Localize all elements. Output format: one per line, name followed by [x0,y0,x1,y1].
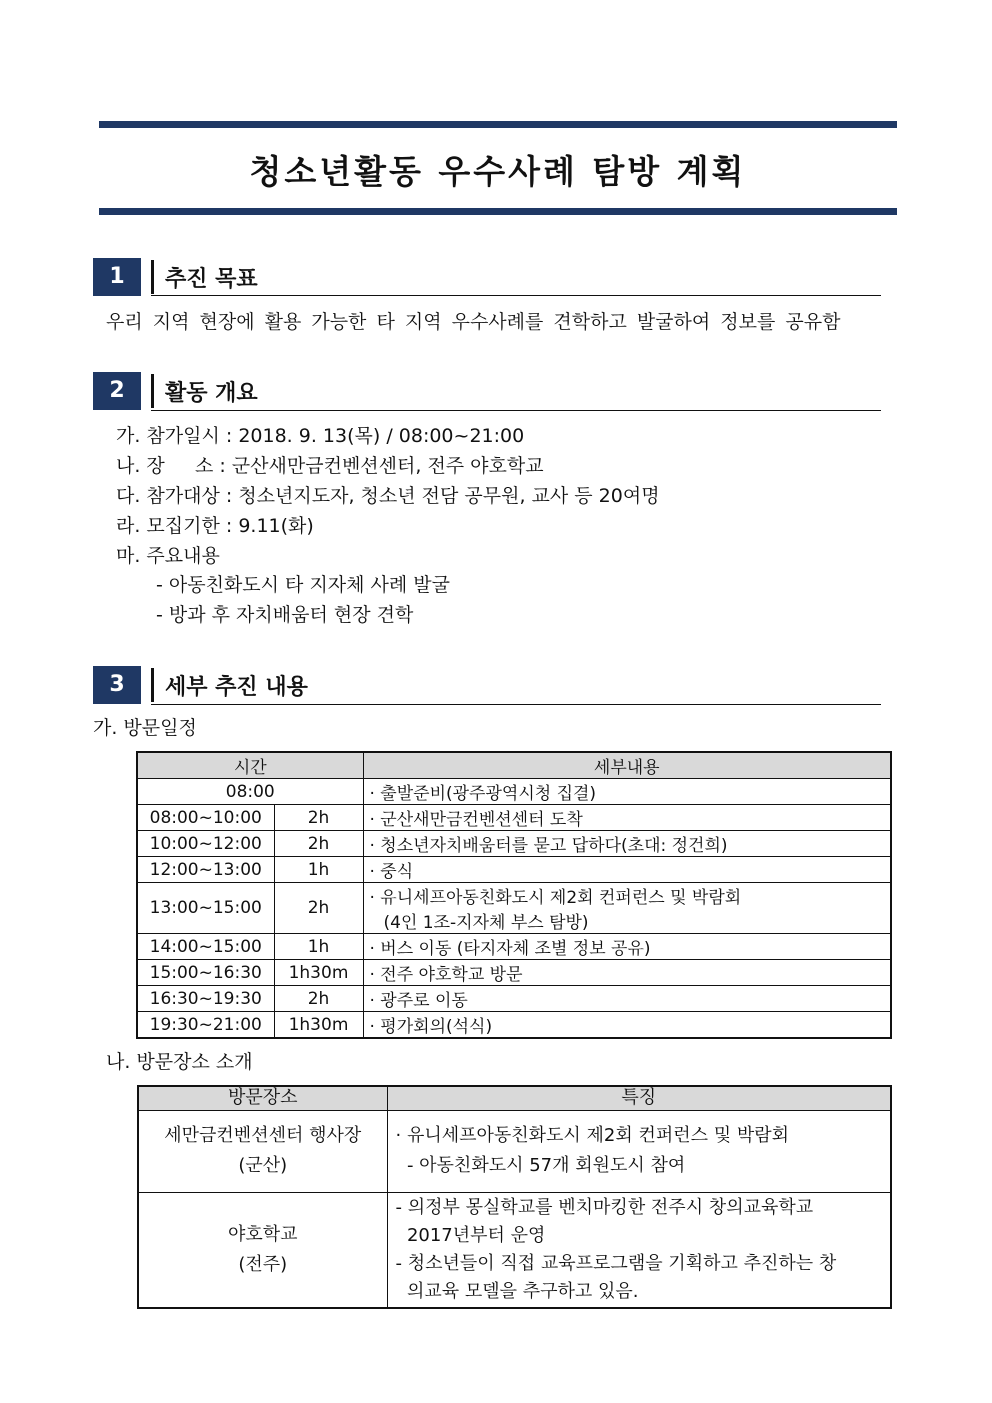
detail-line: · 유니세프아동친화도시 제2회 컨퍼런스 및 박람회 [369,888,742,908]
table-row [138,1110,891,1192]
section-2-title: 활동 개요 [165,381,258,406]
duration-cell: 1h30m [274,1012,363,1039]
feature-line: - 아동친화도시 57개 회원도시 참여 [395,1155,686,1176]
section-1-number: 1 [93,258,141,296]
schedule-heading: 가. 방문일정 [93,717,197,739]
section-3-bar [151,668,154,702]
goal-text: 우리 지역 현장에 활용 가능한 타 지역 우수사례를 견학하고 발굴하여 정보를 공유함 [106,311,841,333]
detail-cell: · 광주로 이동 [363,986,891,1012]
overview-item: 가. 참가일시 : 2018. 9. 13(목) / 08:00~21:00 [116,425,525,447]
table-row [137,960,891,986]
feature-line: - 청소년들이 직접 교육프로그램을 기획하고 추진하는 창 [395,1252,837,1274]
time-cell: 08:00~10:00 [137,805,274,831]
detail-line: (4인 1조-지자체 부스 탐방) [383,913,589,933]
section-3-title: 세부 추진 내용 [165,675,308,700]
place-name: 세만금컨벤션센터 행사장 [164,1125,362,1146]
title-bottom-rule [99,208,897,215]
detail-cell: · 출발준비(광주광역시청 집결) [363,779,891,805]
detail-cell [363,883,891,934]
feature-line: 2017년부터 운영 [395,1224,546,1246]
feature-line: · 유니세프아동친화도시 제2회 컨퍼런스 및 박람회 [395,1125,790,1146]
table-header-row [138,1086,891,1110]
table-row [137,934,891,960]
table-row [137,805,891,831]
time-cell: 14:00~15:00 [137,934,274,960]
place-cell [138,1192,387,1308]
table-row [138,1192,891,1308]
time-cell: 16:30~19:30 [137,986,274,1012]
section-2-bar [151,374,154,408]
table-row [137,1012,891,1039]
place-cell [138,1110,387,1192]
duration-cell: 1h [274,857,363,883]
table-row [137,831,891,857]
duration-cell: 1h [274,934,363,960]
time-cell: 10:00~12:00 [137,831,274,857]
duration-cell: 2h [274,986,363,1012]
place-name: 야호학교 [227,1223,298,1245]
places-table [137,1085,892,1309]
place-region: (전주) [238,1253,288,1275]
overview-item: 나. 장 소 : 군산새만금컨벤션센터, 전주 야호학교 [116,455,544,477]
place-region: (군산) [238,1155,288,1176]
overview-item: 라. 모집기한 : 9.11(화) [116,515,314,537]
detail-cell: · 군산새만금컨벤션센터 도착 [363,805,891,831]
detail-header: 세부내용 [363,752,891,779]
table-row [137,986,891,1012]
table-header-row [137,752,891,779]
detail-cell: · 평가회의(석식) [363,1012,891,1039]
detail-cell: · 중식 [363,857,891,883]
overview-item: 다. 참가대상 : 청소년지도자, 청소년 전담 공무원, 교사 등 20여명 [116,485,660,507]
time-cell: 12:00~13:00 [137,857,274,883]
feature-line: - 의정부 몽실학교를 벤치마킹한 전주시 창의교육학교 [395,1196,814,1218]
table-row [137,779,891,805]
feature-header: 특징 [387,1086,891,1110]
time-cell: 13:00~15:00 [137,883,274,934]
duration-cell: 1h30m [274,960,363,986]
time-cell: 08:00 [137,779,363,805]
page-title: 청소년활동 우수사례 탐방 계획 [249,152,747,191]
main-content-item: - 아동친화도시 타 지자체 사례 발굴 [156,574,451,596]
time-cell: 15:00~16:30 [137,960,274,986]
main-content-item: - 방과 후 자치배움터 현장 견학 [156,604,414,626]
feature-line: 의교육 모델을 추구하고 있음. [395,1280,639,1302]
title-top-rule [99,121,897,128]
section-2-number: 2 [93,372,141,410]
section-3-number: 3 [93,666,141,704]
schedule-table [136,751,892,1039]
detail-cell: · 전주 야호학교 방문 [363,960,891,986]
detail-cell: · 버스 이동 (타지자체 조별 정보 공유) [363,934,891,960]
overview-item: 마. 주요내용 [116,545,220,567]
section-1-underline [151,295,881,296]
duration-cell: 2h [274,805,363,831]
time-cell: 19:30~21:00 [137,1012,274,1039]
feature-cell [387,1110,891,1192]
section-1-title: 추진 목표 [165,267,258,292]
duration-cell: 2h [274,831,363,857]
detail-cell: · 청소년자치배움터를 묻고 답하다(초대: 정건희) [363,831,891,857]
feature-cell [387,1192,891,1308]
section-3-underline [151,704,881,705]
table-row [137,857,891,883]
section-1-bar [151,260,154,294]
place-header: 방문장소 [138,1086,387,1110]
duration-cell: 2h [274,883,363,934]
places-heading: 나. 방문장소 소개 [106,1051,253,1073]
section-2-underline [151,410,881,411]
time-header: 시간 [137,752,363,779]
table-row [137,883,891,934]
